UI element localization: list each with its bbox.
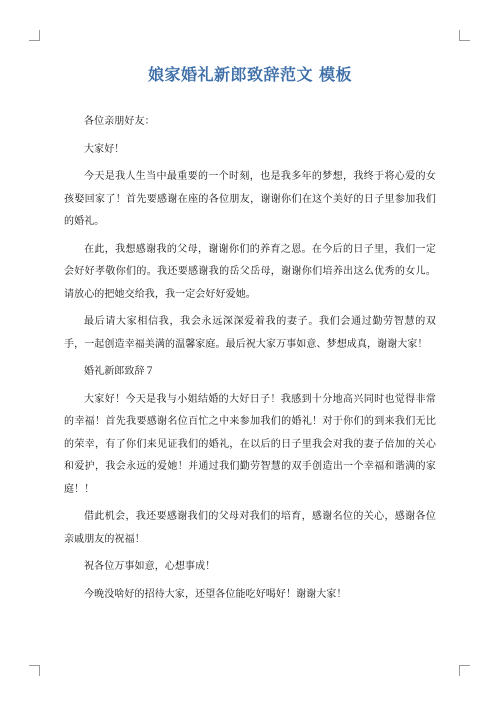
document-body <box>64 111 436 611</box>
page-corner-mark-top-left <box>29 30 40 41</box>
section-heading: 婚礼新郎致辞７ <box>84 366 155 377</box>
greeting: 大家好！ <box>84 143 125 155</box>
page-corner-mark-bottom-left <box>29 665 40 676</box>
body-paragraph: 今天是我人生当中最重要的一个时刻，也是我多年的梦想，我终于将心爱的女孩娶回家了！首先要感谢在座的各位朋友，谢谢你们在这个美好的日子里参加我们的婚礼。 <box>64 171 436 227</box>
salutation: 各位亲朋好友： <box>84 116 155 127</box>
body-paragraph: 在此，我想感谢我的父母，谢谢你们的养育之恩。在今后的日子里，我们一定会好好孝敬你们的。我还要感谢我的岳父岳母，谢谢你们培养出这么优秀的女儿。请放心的把她交给我，我一定会好好爱她。 <box>64 243 436 300</box>
page-corner-mark-top-right <box>459 30 470 41</box>
page-corner-mark-bottom-right <box>459 665 470 676</box>
body-paragraph: 借此机会，我还要感谢我们的父母对我们的培育，感谢名位的关心，感谢各位亲戚朋友的祝福！ <box>64 511 436 545</box>
body-paragraph: 大家好！今天是我与小姐结婚的大好日子！我感到十分地高兴同时也觉得非常的幸福！首先我要感谢名位百忙之中来参加我们的婚礼！对于你们的到来我们无比的荣幸，有了你们来见证我们的婚礼，在以后的日子里我会对我的妻子倍加的关心和爱护，我会永远的爱她！并通过我们勤劳智慧的双手创造出一个幸福和谐满的家庭！！ <box>64 393 436 495</box>
body-paragraph: 祝各位万事如意，心想事成！ <box>84 561 216 572</box>
document-title: 娘家婚礼新郎致辞范文 模板 <box>147 65 353 84</box>
body-paragraph: 最后请大家相信我，我会永远深深爱着我的妻子。我们会通过勤劳智慧的双手，一起创造幸福美满的温馨家庭。最后祝大家万事如意、梦想成真，谢谢大家！ <box>64 316 436 350</box>
body-paragraph: 今晚没啥好的招待大家，还望各位能吃好喝好！谢谢大家！ <box>84 588 347 600</box>
